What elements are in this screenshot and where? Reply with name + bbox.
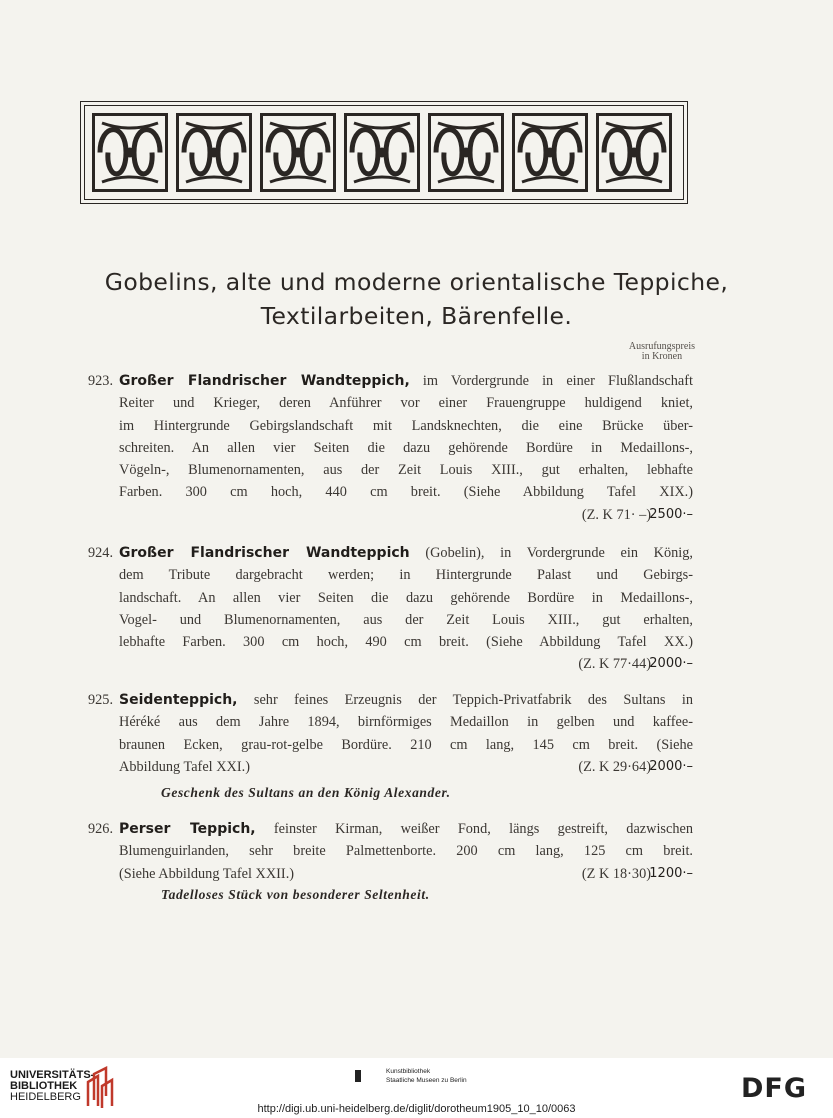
entry-line: landschaft. An allen vier Seiten die dazu gehörende Bordüre in Medaillons-, xyxy=(119,589,693,606)
ornament-tile xyxy=(344,113,420,192)
entry-title: Seidenteppich, xyxy=(119,692,238,708)
library-name-line-3: HEIDELBERG xyxy=(10,1091,81,1103)
entry-price-line xyxy=(88,653,693,675)
entry-line: Héréké aus dem Jahre 1894, birnförmiges Medaillon in gelben und kaffee- xyxy=(119,714,693,731)
entry-line xyxy=(88,863,693,885)
entry-line xyxy=(88,756,693,778)
ornament-tile xyxy=(260,113,336,192)
entry-number: 923. xyxy=(88,373,114,389)
entry-price: 2000·– xyxy=(649,656,693,672)
page-title-line-2: Textilarbeiten, Bärenfelle. xyxy=(260,302,573,330)
library-name-line-1: UNIVERSITÄTS- xyxy=(10,1069,95,1081)
entry-title: Großer Flandrischer Wandteppich, xyxy=(119,373,410,389)
catalog-entry-925 xyxy=(88,689,693,778)
entry-reference: (Z. K 71· –) xyxy=(581,506,651,523)
price-column-header xyxy=(629,342,695,362)
entry-925-note: Geschenk des Sultans an den König Alexander. xyxy=(161,785,451,800)
entry-number: 925. xyxy=(88,692,114,708)
kunstbibliothek-line-1: Kunstbibliothek xyxy=(386,1068,431,1075)
entry-price: 2500·– xyxy=(649,506,693,522)
entry-number: 926. xyxy=(88,821,114,837)
entry-line: Blumenguirlanden, sehr breite Palmettenborte. 200 cm lang, 125 cm breit. xyxy=(119,843,693,860)
entry-line xyxy=(88,370,693,392)
entry-text: im Vordergrunde in einer Flußlandschaft xyxy=(409,373,693,389)
entry-price: 1200·– xyxy=(649,865,693,881)
ornament-tile xyxy=(428,113,504,192)
ornament-tile xyxy=(596,113,672,192)
entry-line: braunen Ecken, grau-rot-gelbe Bordüre. 210 cm lang, 145 cm breit. (Siehe xyxy=(119,736,693,753)
entry-price: 2000·– xyxy=(649,758,693,774)
library-name-line-2: BIBLIOTHEK xyxy=(10,1080,78,1092)
entry-text: sehr feines Erzeugnis der Teppich-Privatfabrik des Sultans in xyxy=(237,692,693,708)
page-title-line-1: Gobelins, alte und moderne orientalische Teppiche, xyxy=(104,268,729,296)
entry-line: Vogel- und Blumenornamenten, aus der Zeit Louis XIII., gut erhalten, xyxy=(119,611,693,628)
permalink-url[interactable]: http://digi.ub.uni-heidelberg.de/diglit/dorotheum1905_10_10/0063 xyxy=(257,1103,576,1115)
price-header-line-2: in Kronen xyxy=(641,351,683,362)
ornament-tile xyxy=(176,113,252,192)
kunstbibliothek-line-2: Staatliche Museen zu Berlin xyxy=(386,1077,467,1084)
entry-line: Vögeln-, Blumenornamenten, aus der Zeit Louis XIII., gut erhalten, lebhafte xyxy=(119,462,693,479)
entry-926-note: Tadelloses Stück von besonderer Seltenheit. xyxy=(161,887,430,902)
entry-line xyxy=(88,689,693,711)
entry-text: (Gobelin), in Vordergrunde ein König, xyxy=(409,545,693,561)
ornament-frieze-graphic xyxy=(80,101,688,204)
entry-text: feinster Kirman, weißer Fond, längs gestreift, dazwischen xyxy=(255,821,693,837)
entry-line xyxy=(88,818,693,840)
kunstbibliothek-logo-icon xyxy=(355,1070,361,1082)
entry-line: lebhafte Farben. 300 cm hoch, 490 cm breit. (Siehe Abbildung Tafel XX.) xyxy=(119,634,693,651)
entry-line: Reiter und Krieger, deren Anführer vor einer Frauengruppe huldigend kniet, xyxy=(119,395,693,412)
entry-reference: (Z. K 77·44) xyxy=(578,656,651,673)
ornament-tile xyxy=(512,113,588,192)
ornament-tile xyxy=(92,113,168,192)
catalog-entry-923 xyxy=(88,370,693,526)
entry-title: Perser Teppich, xyxy=(119,821,256,837)
catalog-entry-926 xyxy=(88,818,693,885)
entry-reference: (Z K 18·30) xyxy=(581,865,651,882)
entry-text: (Siehe Abbildung Tafel XXII.) xyxy=(119,865,295,882)
entry-price-line xyxy=(88,504,693,526)
dfg-logo: DFG xyxy=(741,1073,808,1104)
kunstbibliothek-label xyxy=(386,1067,467,1085)
decorative-frieze xyxy=(80,101,688,204)
entry-line: dem Tribute dargebracht werden; in Hintergrunde Palast und Gebirgs- xyxy=(119,567,693,584)
price-header-line-1: Ausrufungspreis xyxy=(628,341,695,352)
catalog-entry-924 xyxy=(88,542,693,676)
entry-line: Farben. 300 cm hoch, 440 cm breit. (Siehe Abbildung Tafel XIX.) xyxy=(119,484,693,501)
entry-line: schreiten. An allen vier Seiten die dazu gehörende Bordüre in Medaillons-, xyxy=(119,439,693,456)
entry-text: Abbildung Tafel XXI.) xyxy=(119,758,250,775)
entry-number: 924. xyxy=(88,545,114,561)
entry-line xyxy=(88,542,693,564)
heidelberg-library-label xyxy=(10,1070,94,1103)
entry-line: im Hintergrunde Gebirgslandschaft mit Landsknechten, die eine Brücke über- xyxy=(119,417,693,434)
entry-reference: (Z. K 29·64) xyxy=(578,758,651,775)
entry-title: Großer Flandrischer Wandteppich xyxy=(119,545,410,561)
